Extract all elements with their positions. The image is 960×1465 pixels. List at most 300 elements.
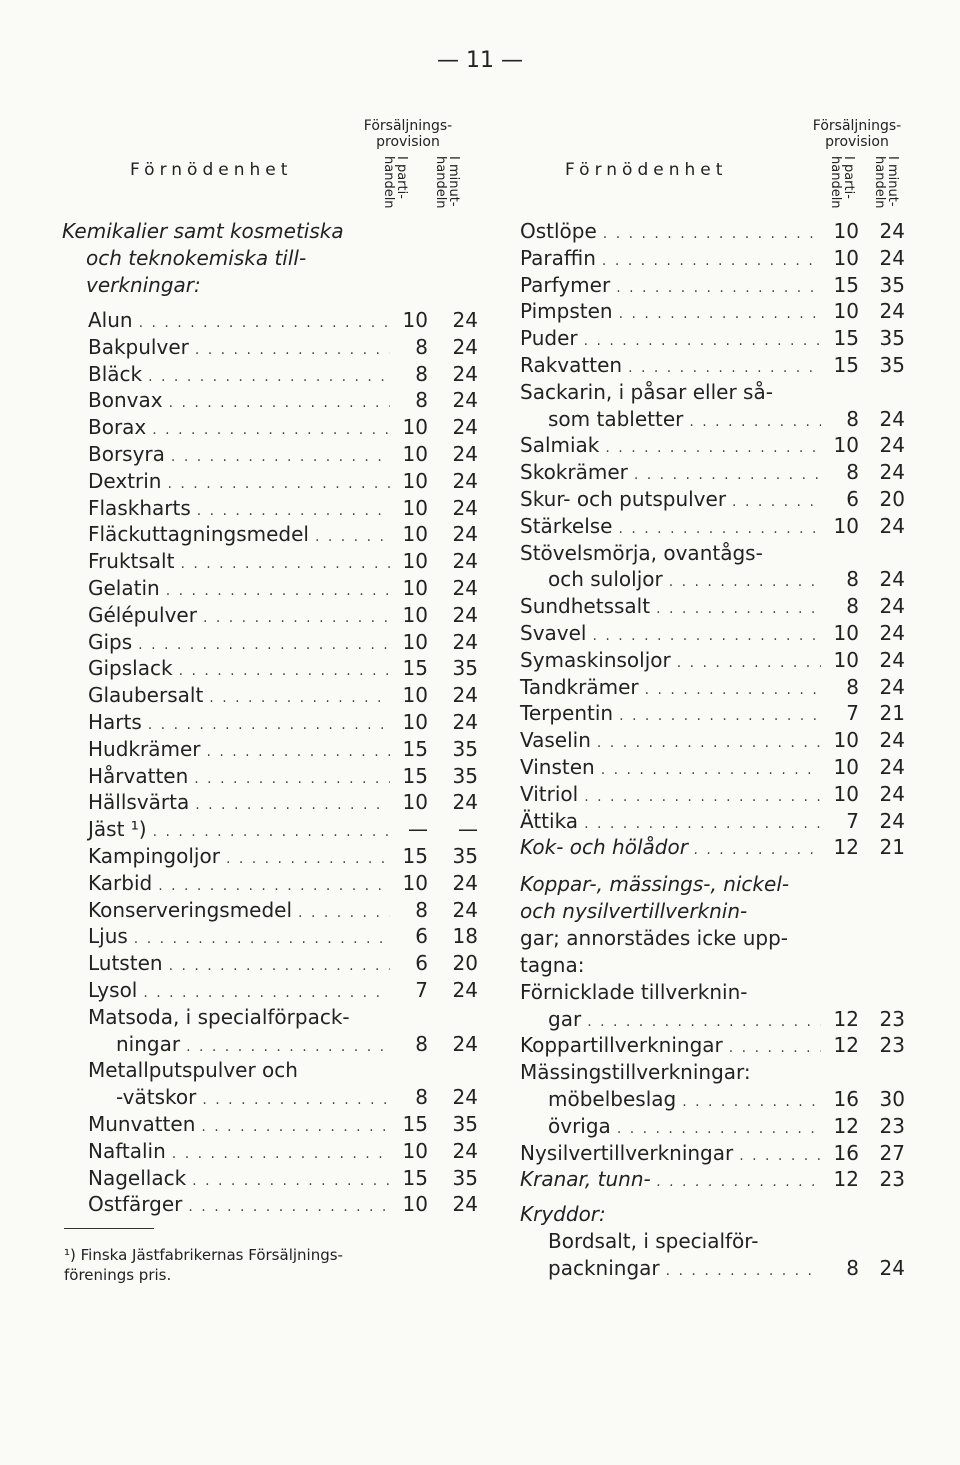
section-heading: gar; annorstädes icke upp- [520,926,788,951]
item-name: Skur- och putspulver [520,486,727,511]
minut-value: 24 [452,575,478,600]
leader-dots [195,792,390,819]
parti-value: 8 [846,567,859,592]
parti-value: 8 [846,1255,859,1280]
table-row [88,1191,478,1218]
parti-value: 7 [846,808,859,833]
table-row [88,361,478,388]
minut-value: 24 [879,433,905,458]
section-heading: tagna: [520,952,585,977]
item-name: Harts [88,709,142,734]
table-row [88,1138,478,1165]
left-header [88,118,478,218]
minut-value: 24 [452,602,478,627]
leader-dots [171,444,390,471]
parti-value: 10 [833,299,859,324]
table-row [520,245,905,272]
item-name: Rakvatten [520,352,623,377]
left-column [62,118,478,1218]
item-name: Gélépulver [88,602,197,627]
parti-value: 6 [415,924,428,949]
parti-value: 15 [402,1111,428,1136]
leader-dots [592,623,821,650]
leader-dots [584,811,821,838]
item-name: Lysol [88,977,138,1002]
item-name: Borax [88,415,147,440]
item-name: Vaselin [520,728,591,753]
item-label: Förnicklade tillverknin- [520,979,748,1004]
right-rows-3 [520,593,905,834]
leader-dots [197,498,390,525]
minut-value: 24 [452,1192,478,1217]
parti-value: 12 [833,1167,859,1192]
table-row [88,575,478,602]
minut-value: 24 [452,1138,478,1163]
table-row [520,1166,905,1193]
leader-dots [656,596,821,623]
table-row [88,789,478,816]
leader-dots [617,1116,821,1143]
table-row [88,495,478,522]
table-row [520,754,905,781]
minut-value: 24 [452,308,478,332]
parti-value: 12 [833,1113,859,1138]
table-row [88,870,478,897]
minut-value: 18 [452,924,478,949]
leader-dots [186,1034,390,1061]
table-row [88,602,478,629]
item-name: Ljus [88,924,128,949]
leader-dots [694,837,821,864]
minut-value: 35 [452,656,478,681]
leader-dots [634,462,821,489]
minut-value: 24 [879,620,905,645]
provision-header: Försäljnings- provision [812,118,902,150]
minut-value: 35 [452,1165,478,1190]
table-row [520,513,905,540]
leader-dots [645,677,821,704]
minut-value: 24 [452,495,478,520]
item-name: packningar [548,1255,660,1280]
partihandeln-header: I parti- handeln [828,156,856,209]
leader-dots [202,1087,390,1114]
section-heading: och teknokemiska till- [86,246,307,270]
item-name: gar [548,1006,582,1031]
parti-value: 7 [846,701,859,726]
table-row [88,334,478,361]
item-name: Svavel [520,620,587,645]
minut-value: 35 [879,326,905,351]
item-name: Hällsvärta [88,790,190,815]
minut-value: 24 [879,1255,905,1280]
item-name: Dextrin [88,468,162,493]
table-row [520,1006,905,1033]
table-row [520,674,905,701]
leader-dots [206,739,390,766]
minut-value: 24 [452,897,478,922]
minut-value: 24 [452,790,478,815]
item-name: -vätskor [116,1085,197,1110]
item-name: Vinsten [520,754,595,779]
minut-value: 24 [879,594,905,619]
table-row [520,406,905,433]
table-row [88,736,478,763]
item-name: Hårvatten [88,763,189,788]
item-label: Sackarin, i påsar eller så- [520,379,773,404]
parti-value: 10 [402,629,428,654]
leader-dots [138,632,390,659]
minut-value: 30 [879,1086,905,1111]
minut-value: 24 [452,522,478,547]
left-rows [88,307,478,1004]
table-row [88,843,478,870]
item-name: Ättika [520,808,579,833]
leader-dots [584,784,821,811]
parti-value: 10 [402,441,428,466]
table-row [520,218,905,245]
item-name: Bakpulver [88,334,189,359]
minut-value: 21 [879,835,905,860]
parti-value: 8 [415,897,428,922]
parti-value: 6 [846,486,859,511]
minut-value: 21 [879,701,905,726]
parti-value: 10 [402,522,428,547]
parti-value: 10 [402,602,428,627]
leader-dots [153,819,390,846]
minut-value: — [458,817,478,842]
table-row [520,781,905,808]
item-label: Matsoda, i specialförpack- [88,1004,350,1029]
parti-value: 8 [846,406,859,431]
item-label: Bordsalt, i specialför- [548,1229,759,1254]
parti-value: 10 [402,549,428,574]
section-heading: verkningar: [86,273,201,297]
leader-dots [618,516,821,543]
leader-dots [188,1194,390,1221]
leader-dots [616,275,821,302]
parti-value: 8 [846,594,859,619]
table-row [520,808,905,835]
parti-value: 15 [833,326,859,351]
item-name: och suloljor [548,567,663,592]
item-name: Kampingoljor [88,843,220,868]
table-row [520,1140,905,1167]
right-rows [520,218,905,379]
leader-dots [192,1168,390,1195]
section-heading: och nysilvertillverknin- [520,899,748,924]
parti-value: 10 [402,575,428,600]
parti-value: 8 [846,460,859,485]
parti-value: 10 [402,709,428,734]
leader-dots [682,1089,821,1116]
parti-value: 10 [402,1192,428,1217]
item-name: Fruktsalt [88,549,175,574]
leader-dots [739,1143,821,1170]
item-name: Vitriol [520,781,579,806]
table-row [520,459,905,486]
table-row [88,1084,478,1111]
parti-value: 15 [402,736,428,761]
parti-value: 8 [846,674,859,699]
minut-value: 23 [879,1033,905,1058]
leader-dots [677,650,821,677]
parti-value: 10 [402,308,428,332]
footnote [64,1245,484,1285]
item-name: Alun [88,308,133,332]
minut-value: 24 [452,709,478,734]
parti-value: 8 [415,334,428,359]
parti-value: 10 [833,754,859,779]
minut-value: 24 [879,406,905,431]
parti-value: 10 [402,1138,428,1163]
leader-dots [597,730,821,757]
parti-value: 16 [833,1086,859,1111]
leader-dots [601,757,821,784]
minut-value: 24 [879,674,905,699]
minut-value: 24 [879,460,905,485]
leader-dots [166,578,390,605]
minut-value: 23 [879,1167,905,1192]
table-row [88,468,478,495]
parti-value: 8 [415,1085,428,1110]
section-heading: Koppar-, mässings-, nickel- [520,872,790,897]
minut-value: 24 [452,977,478,1002]
item-name: ningar [116,1031,181,1056]
item-name: Ostfärger [88,1192,183,1217]
table-row [520,325,905,352]
minut-value: 35 [452,1111,478,1136]
item-name: Bläck [88,361,143,386]
item-label: Metallputspulver och [88,1058,298,1083]
leader-dots [603,221,821,248]
minut-value: 24 [879,299,905,324]
leader-dots [619,301,821,328]
minut-value: 24 [452,415,478,440]
minut-value: 24 [879,513,905,538]
leader-dots [179,658,390,685]
minut-value: 20 [452,951,478,976]
parti-value: 8 [415,388,428,413]
minut-value: 35 [879,272,905,297]
table-row [88,977,478,1004]
parti-value: 6 [415,951,428,976]
leader-dots [732,489,821,516]
minut-value: 24 [452,1031,478,1056]
leader-dots [139,310,390,337]
partihandeln-header: I parti- handeln [381,156,409,209]
item-name: Paraffin [520,245,596,270]
item-name: Hudkrämer [88,736,201,761]
footnote-rule [64,1228,154,1229]
left-rows-2 [88,1111,478,1218]
minut-value: 35 [452,736,478,761]
table-row [520,700,905,727]
item-name: Koppartillverkningar [520,1033,723,1058]
parti-value: 10 [402,495,428,520]
item-name: Lutsten [88,951,163,976]
minut-value: 35 [452,843,478,868]
minut-value: 23 [879,1113,905,1138]
section-heading: Kemikalier samt kosmetiska [62,219,344,243]
parti-value: 15 [833,272,859,297]
minut-value: 24 [879,219,905,243]
table-row [88,950,478,977]
minut-value: 27 [879,1140,905,1165]
parti-value: 15 [402,763,428,788]
table-row [520,620,905,647]
parti-value: 10 [833,513,859,538]
minut-value: 35 [452,763,478,788]
leader-dots [203,605,390,632]
item-name: Ostlöpe [520,219,597,243]
provision-header: Försäljnings- provision [363,118,453,150]
minut-value: 20 [879,486,905,511]
leader-dots [148,364,390,391]
item-name: möbelbeslag [548,1086,677,1111]
table-row [520,593,905,620]
minut-value: 24 [452,361,478,386]
table-row [88,682,478,709]
leader-dots [689,409,821,436]
parti-value: 10 [402,415,428,440]
minut-value: 24 [452,441,478,466]
item-name: Gips [88,629,133,654]
item-name: Stärkelse [520,513,613,538]
item-name: Jäst ¹) [88,817,147,842]
leader-dots [657,1169,821,1196]
leader-dots [172,1141,390,1168]
item-name: Naftalin [88,1138,166,1163]
right-column [520,118,905,1282]
table-row [520,727,905,754]
table-row [88,897,478,924]
leader-dots [602,248,821,275]
footnote-line: ¹) Finska Jästfabrikernas Försäljnings- [64,1246,343,1264]
item-name: övriga [548,1113,611,1138]
table-row [520,566,905,593]
table-row [520,1032,905,1059]
right-rows-2 [520,432,905,539]
item-name: Symaskinsoljor [520,647,671,672]
item-name: Tandkrämer [520,674,639,699]
item-name: Skokrämer [520,460,628,485]
parti-value: 15 [402,656,428,681]
parti-value: 10 [833,728,859,753]
leader-dots [194,766,390,793]
table-row [88,521,478,548]
table-row [88,923,478,950]
leader-dots [180,551,390,578]
column-title: Förnödenhet [130,160,293,180]
parti-value: 8 [415,1031,428,1056]
leader-dots [168,471,391,498]
parti-value: 10 [833,647,859,672]
parti-value: 10 [402,683,428,708]
parti-value: 15 [402,843,428,868]
leader-dots [666,1258,821,1285]
minut-value: 24 [452,468,478,493]
item-name: Parfymer [520,272,611,297]
table-row [520,1255,905,1282]
item-name: Sundhetssalt [520,594,651,619]
parti-value: 10 [402,790,428,815]
parti-value: 15 [833,352,859,377]
parti-value: 8 [415,361,428,386]
minuthandeln-header: I minut- handeln [433,156,461,209]
item-name: Flaskharts [88,495,191,520]
table-row [88,548,478,575]
item-name: Gelatin [88,575,160,600]
item-name: som tabletter [548,406,684,431]
minut-value: 24 [879,647,905,672]
item-name: Kok- och hölådor [520,835,688,860]
leader-dots [143,980,390,1007]
item-name: Konserveringsmedel [88,897,293,922]
table-row [88,414,478,441]
parti-value: 10 [833,620,859,645]
column-title: Förnödenhet [565,160,728,180]
leader-dots [587,1009,821,1036]
table-row [520,647,905,674]
section-heading: Kryddor: [520,1202,606,1227]
table-row [88,1165,478,1192]
item-label: Stövelsmörja, ovantågs- [520,540,763,565]
parti-value: 10 [402,468,428,493]
parti-value: 7 [415,977,428,1002]
table-row [520,352,905,379]
leader-dots [158,873,390,900]
leader-dots [628,355,821,382]
item-name: Fläckuttagningsmedel [88,522,309,547]
item-name: Glaubersalt [88,683,204,708]
table-row [88,441,478,468]
right-header [520,118,905,218]
minut-value: 24 [452,629,478,654]
table-row [88,307,478,334]
leader-dots [152,417,390,444]
parti-value: 12 [833,1006,859,1031]
table-row [88,387,478,414]
minut-value: 24 [452,870,478,895]
minut-value: 24 [879,245,905,270]
minut-value: 24 [452,683,478,708]
table-row [520,1086,905,1113]
table-row [520,432,905,459]
table-row [520,1113,905,1140]
leader-dots [201,1114,390,1141]
parti-value: 12 [833,1033,859,1058]
minut-value: 24 [879,781,905,806]
leader-dots [169,953,390,980]
table-row [520,298,905,325]
leader-dots [729,1035,821,1062]
minuthandeln-header: I minut- handeln [872,156,900,209]
minut-value: 24 [879,728,905,753]
parti-value: 10 [833,245,859,270]
table-row [88,1111,478,1138]
leader-dots [619,703,821,730]
item-name: Borsyra [88,441,165,466]
table-row [88,763,478,790]
leader-dots [148,712,390,739]
item-name: Terpentin [520,701,614,726]
parti-value: 10 [833,219,859,243]
item-name: Bonvax [88,388,163,413]
page-number: — 11 — [437,48,523,73]
parti-value: 12 [833,835,859,860]
parti-value: — [408,817,428,842]
table-row [520,486,905,513]
